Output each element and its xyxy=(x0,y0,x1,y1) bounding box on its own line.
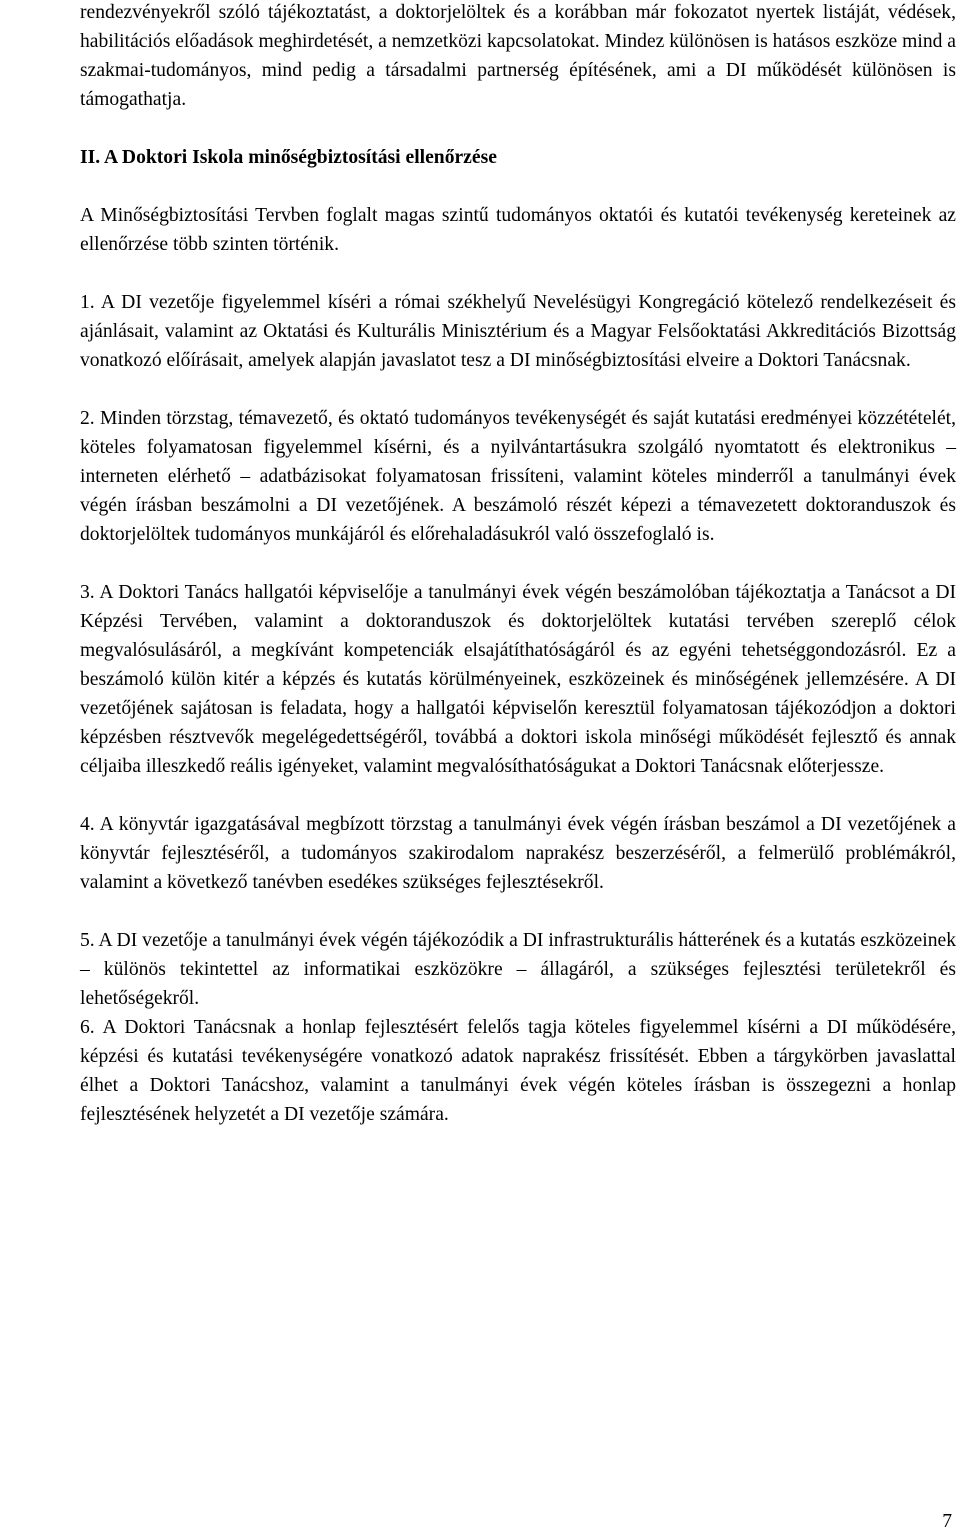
list-item-2: 2. Minden törzstag, témavezető, és oktató tudományos tevékenységét és saját kutatási eredményei közzétételét, köteles folyamatosan figyelemmel kísérni, és a nyilvántartásukra szolgáló nyomtatott és elektronikus – interneten elérhető – adatbázisokat folyamatosan frissíteni, valamint köteles minderről a tanulmányi évek végén írásban beszámolni a DI vezetőjének. A beszámoló részét képezi a témavezetett doktoranduszok és doktorjelöltek tudományos munkájáról és előrehaladásukról való összefoglaló is. xyxy=(80,408,956,545)
list-item-3: 3. A Doktori Tanács hallgatói képviselője a tanulmányi évek végén beszámolóban tájékoztatja a Tanácsot a DI Képzési Tervében, valamint a doktoranduszok és doktorjelöltek kutatási tervében szereplő célok megvalósulásáról, a megkívánt kompetenciák elsajátíthatóságáról és az egyéni tehetséggondozásról. Ez a beszámoló külön kitér a képzés és kutatás körülményeinek, eszközeinek és minőségének jellemzésére. A DI vezetőjének sajátosan is feladata, hogy a hallgatói képviselőn keresztül folyamatosan tájékozódjon a doktori képzésben résztvevők megelégedettségéről, továbbá a doktori iskola minőségi működését fejlesztő és annak céljaiba illeszkedő reális igényeket, valamint megvalósíthatóságukat a Doktori Tanácsnak előterjessze. xyxy=(80,582,956,777)
list-item-6: 6. A Doktori Tanácsnak a honlap fejlesztésért felelős tagja köteles figyelemmel kísérni a DI működésére, képzési és kutatási tevékenységére vonatkozó adatok naprakész frissítését. Ebben a tárgykörben javaslattal élhet a Doktori Tanácshoz, valamint a tanulmányi évek végén köteles írásban is összegezni a honlap fejlesztésének helyzetét a DI vezetője számára. xyxy=(80,1017,956,1125)
page-number: 7 xyxy=(942,1511,952,1532)
section-intro-paragraph: A Minőségbiztosítási Tervben foglalt magas szintű tudományos oktatói és kutatói tevékenység kereteinek az ellenőrzése több szinten történik. xyxy=(80,205,956,255)
list-item-5: 5. A DI vezetője a tanulmányi évek végén tájékozódik a DI infrastrukturális hátterének és a kutatás eszközeinek – különös tekintettel az informatikai eszközökre – állagáról, a szükséges fejlesztési területekről és lehetőségekről. xyxy=(80,930,956,1009)
list-item-4: 4. A könyvtár igazgatásával megbízott törzstag a tanulmányi évek végén írásban beszámol a DI vezetőjének a könyvtár fejlesztéséről, a tudományos szakirodalom naprakész beszerzéséről, a felmerülő problémákról, valamint a következő tanévben esedékes szükséges fejlesztésekről. xyxy=(80,814,956,893)
section-heading: II. A Doktori Iskola minőségbiztosítási ellenőrzése xyxy=(80,147,497,168)
document-page xyxy=(80,0,956,1129)
intro-paragraph: rendezvényekről szóló tájékoztatást, a doktorjelöltek és a korábban már fokozatot nyertek listáját, védések, habilitációs előadások meghirdetését, a nemzetközi kapcsolatokat. Mindez különösen is hatásos eszköze mind a szakmai-tudományos, mind pedig a társadalmi partnerség építésének, ami a DI működését különösen is támogathatja. xyxy=(80,2,957,110)
list-item-1: 1. A DI vezetője figyelemmel kíséri a római székhelyű Nevelésügyi Kongregáció kötelező rendelkezéseit és ajánlásait, valamint az Oktatási és Kulturális Minisztérium és a Magyar Felsőoktatási Akkreditációs Bizottság vonatkozó előírásait, amelyek alapján javaslatot tesz a DI minőségbiztosítási elveire a Doktori Tanácsnak. xyxy=(80,292,956,371)
